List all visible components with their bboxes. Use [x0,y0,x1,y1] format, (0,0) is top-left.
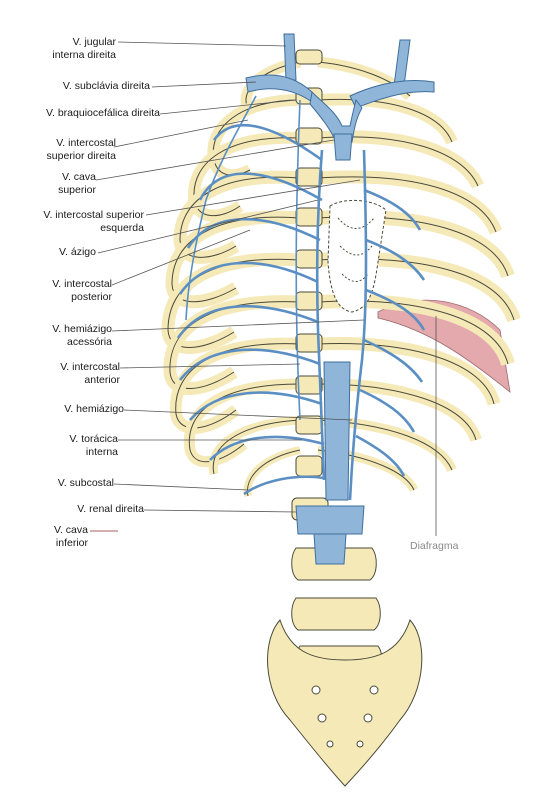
vena-cava-superior [334,134,352,160]
label-intercostal-posterior: V. intercostal posterior [52,278,112,303]
jugular-vein-right [284,34,296,80]
renal-vein [296,506,364,534]
jugular-vein-left [394,40,410,86]
label-subcostal: V. subcostal [57,477,114,489]
label-intercostal-superior-esquerda: V. intercostal superior esquerda [43,209,144,234]
label-subclavia-direita: V. subclávia direita [62,80,150,92]
label-cava-superior: V. cava superior [58,171,96,196]
label-intercostal-anterior: V. intercostal anterior [60,361,120,386]
label-cava-inferior: V. cava inferior [53,524,88,549]
label-diafragma: Diafragma [410,540,459,552]
label-renal-direita: V. renal direita [77,503,144,515]
label-hemiazigo-acessoria: V. hemiázigo acessória [52,323,112,348]
label-toracica-interna: V. torácica interna [69,433,118,458]
label-braquiocefalica-direita: V. braquiocefálica direita [45,107,160,119]
vena-cava-inferior [324,362,350,500]
vena-cava-inferior-lower [314,534,346,564]
label-azigo: V. ázigo [59,246,96,258]
label-hemiazigo: V. hemiázigo [64,403,124,415]
label-intercostal-superior-direita: V. intercostal superior direita [46,137,116,162]
sacrum [268,620,422,786]
label-jugular-interna-direita: V. jugular interna direita [52,36,116,61]
